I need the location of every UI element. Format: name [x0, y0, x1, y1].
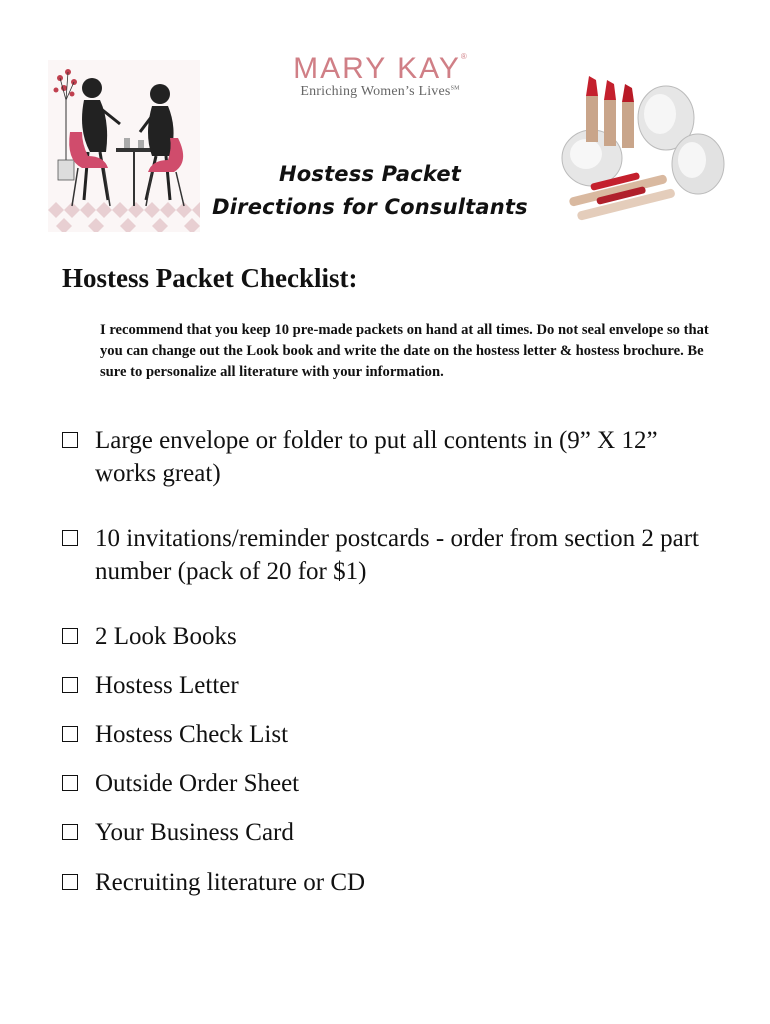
checklist-item	[62, 669, 239, 702]
checklist-item	[62, 522, 737, 588]
women-chatting-illustration	[48, 60, 200, 232]
checklist-item-label: Hostess Letter	[95, 672, 239, 699]
logo-brand: MARY KAY®	[293, 52, 467, 85]
empty-checkbox-icon[interactable]	[62, 432, 78, 448]
checklist-item-label: Outside Order Sheet	[95, 770, 300, 797]
checklist-heading: Hostess Packet Checklist:	[62, 263, 358, 293]
empty-checkbox-icon[interactable]	[62, 775, 78, 791]
checklist-item	[62, 620, 237, 653]
packet-title	[190, 158, 550, 224]
checklist-item-label: Your Business Card	[95, 819, 294, 846]
empty-checkbox-icon[interactable]	[62, 874, 78, 890]
checklist-item-label: Recruiting literature or CD	[95, 869, 366, 896]
intro-paragraph: I recommend that you keep 10 pre-made packets on hand at all times. Do not seal envelope so that you can change out the Look book and write the date on the hostess letter & hostess brochure. Be sure to personalize all literature with your information.	[100, 322, 709, 380]
mary-kay-logo	[260, 52, 500, 100]
empty-checkbox-icon[interactable]	[62, 530, 78, 546]
checklist-item-label: Hostess Check List	[95, 721, 289, 748]
checklist-item-label: 2 Look Books	[95, 623, 237, 650]
empty-checkbox-icon[interactable]	[62, 726, 78, 742]
lipstick-products-illustration	[556, 66, 728, 226]
checklist-item	[62, 866, 365, 899]
empty-checkbox-icon[interactable]	[62, 628, 78, 644]
checklist-item	[62, 424, 702, 490]
logo-tagline: Enriching Women’s Lives℠	[300, 84, 460, 99]
packet-title-line1: Hostess Packet	[278, 162, 462, 186]
empty-checkbox-icon[interactable]	[62, 677, 78, 693]
checklist-item-label: 10 invitations/reminder postcards - order from section 2 part number (pack of 20 for $1)	[95, 525, 700, 585]
checklist-item-label: Large envelope or folder to put all contents in (9” X 12” works great)	[95, 427, 658, 487]
checklist-item	[62, 767, 299, 800]
checklist-item	[62, 816, 294, 849]
empty-checkbox-icon[interactable]	[62, 824, 78, 840]
checklist-item	[62, 718, 288, 751]
packet-title-line2: Directions for Consultants	[212, 195, 528, 219]
